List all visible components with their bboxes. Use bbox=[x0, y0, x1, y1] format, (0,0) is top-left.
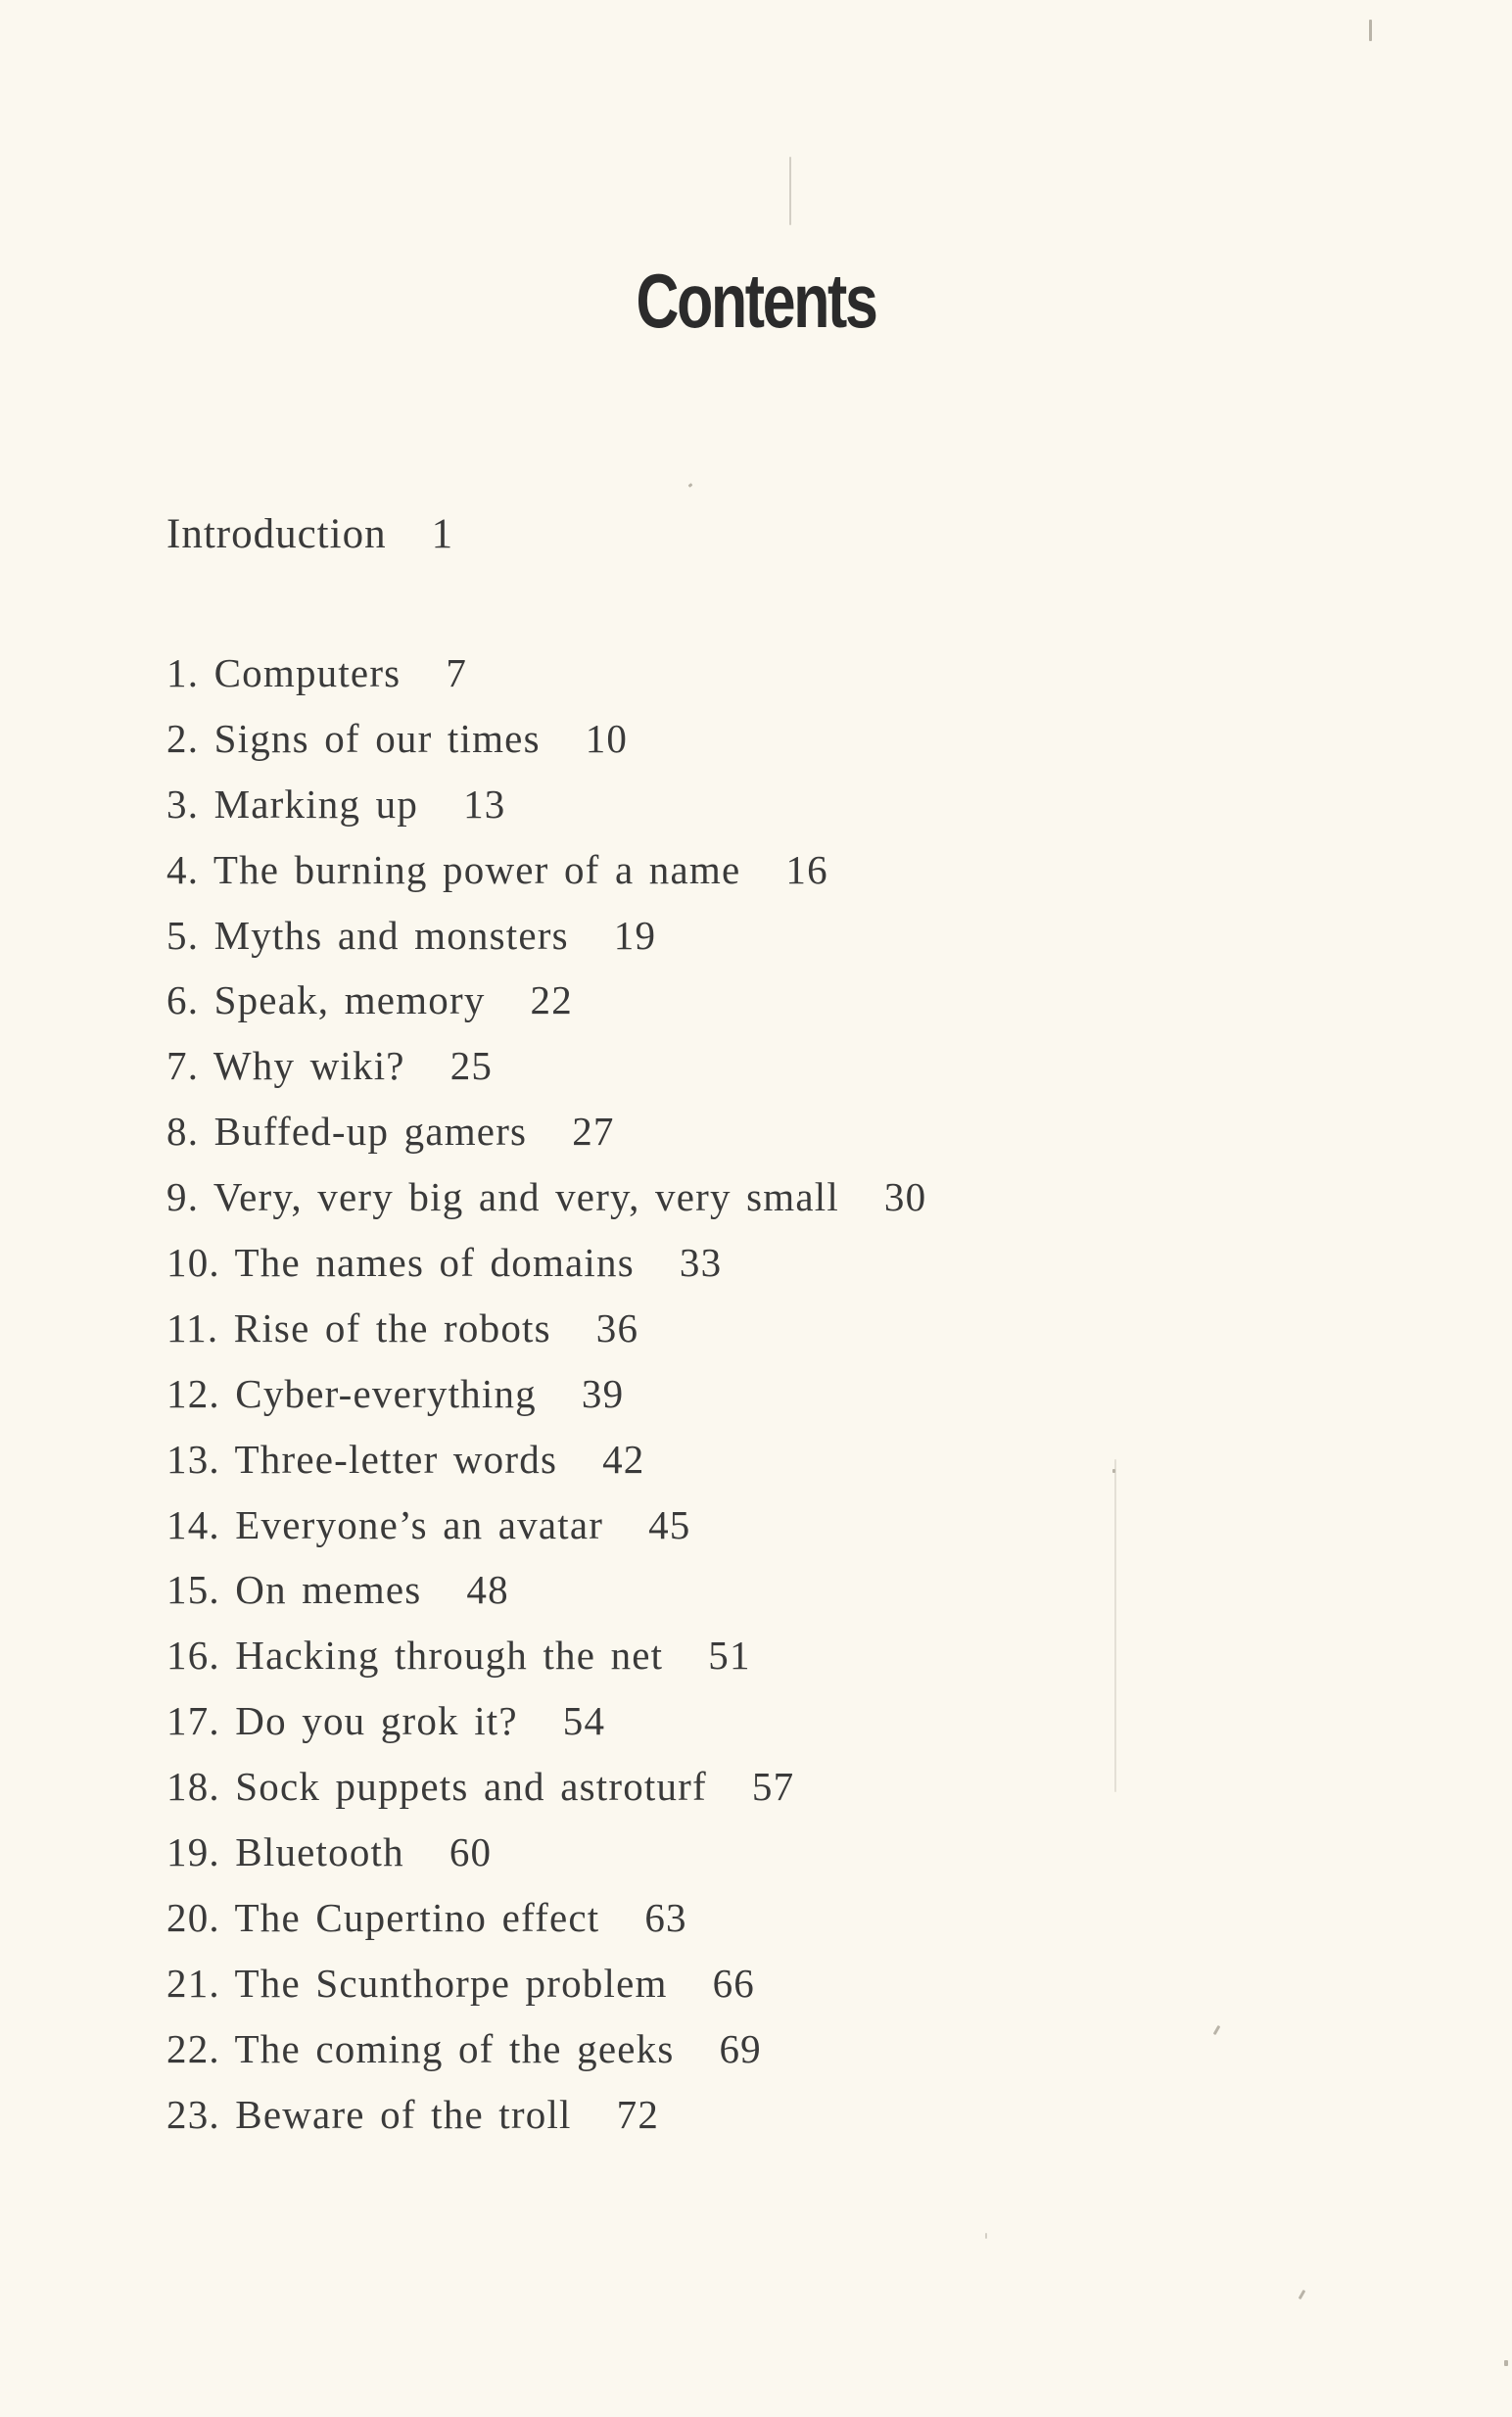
toc-entry-label: 20. The Cupertino effect bbox=[166, 1894, 600, 1940]
toc-entry-label: 5. Myths and monsters bbox=[166, 912, 569, 958]
toc-entry bbox=[166, 2024, 926, 2090]
page-title: Contents bbox=[636, 258, 876, 344]
toc-entry bbox=[166, 1893, 926, 1959]
paper-speck bbox=[1369, 20, 1372, 41]
toc-entry bbox=[166, 1369, 926, 1435]
toc-entry-page-number: 19 bbox=[613, 912, 657, 958]
toc-entry-page-number: 33 bbox=[679, 1240, 723, 1286]
toc-entry-introduction bbox=[166, 513, 453, 555]
toc-entry bbox=[166, 1500, 926, 1566]
toc-entry-page-number: 30 bbox=[883, 1174, 927, 1220]
toc-entry-label: 19. Bluetooth bbox=[166, 1829, 404, 1875]
toc-entry-label: 22. The coming of the geeks bbox=[166, 2025, 675, 2071]
toc-entry-page-number: 7 bbox=[446, 650, 468, 695]
toc-entry bbox=[166, 1435, 926, 1500]
toc-entry-label: 9. Very, very big and very, very small bbox=[166, 1174, 839, 1220]
paper-speck bbox=[1213, 2025, 1221, 2035]
toc-entry bbox=[166, 975, 926, 1041]
toc-entry-label: 17. Do you grok it? bbox=[166, 1698, 518, 1744]
chapter-list bbox=[166, 648, 926, 2155]
toc-entry bbox=[166, 1959, 926, 2024]
toc-entry-page-number: 42 bbox=[602, 1436, 645, 1482]
toc-entry bbox=[166, 845, 926, 911]
paper-speck bbox=[688, 483, 693, 488]
paper-speck bbox=[985, 2233, 987, 2239]
paper-speck bbox=[1504, 2360, 1508, 2366]
toc-entry bbox=[166, 780, 926, 845]
toc-entry-page-number: 60 bbox=[449, 1829, 493, 1875]
toc-entry bbox=[166, 1696, 926, 1762]
toc-entry-page-number: 63 bbox=[644, 1894, 687, 1940]
toc-entry-page-number: 57 bbox=[751, 1764, 795, 1810]
paper-speck bbox=[1112, 1469, 1115, 1473]
toc-entry bbox=[166, 1565, 926, 1631]
toc-entry-label: 6. Speak, memory bbox=[166, 977, 486, 1023]
toc-entry-page-number: 25 bbox=[449, 1043, 494, 1089]
toc-entry bbox=[166, 1303, 926, 1369]
toc-entry bbox=[166, 1172, 926, 1238]
toc-entry-label: 13. Three-letter words bbox=[166, 1436, 558, 1482]
toc-entry-page-number: 36 bbox=[595, 1304, 639, 1351]
toc-entry-label: 15. On memes bbox=[166, 1567, 422, 1613]
toc-entry bbox=[166, 714, 926, 780]
toc-entry-page-number: 72 bbox=[616, 2091, 660, 2137]
toc-entry-page-number: 39 bbox=[581, 1370, 625, 1416]
toc-entry-label: 4. The burning power of a name bbox=[166, 846, 741, 892]
toc-entry-page-number: 13 bbox=[463, 781, 506, 827]
toc-entry-label: 10. The names of domains bbox=[166, 1240, 635, 1286]
toc-entry-page-number: 22 bbox=[530, 977, 573, 1023]
toc-entry bbox=[166, 1762, 926, 1827]
toc-entry-label: 18. Sock puppets and astroturf bbox=[166, 1764, 707, 1810]
toc-entry bbox=[166, 1041, 926, 1107]
toc-entry bbox=[166, 648, 926, 714]
toc-entry bbox=[166, 911, 926, 976]
toc-entry-page-number: 66 bbox=[712, 1960, 755, 2006]
toc-entry-page-number: 54 bbox=[562, 1698, 606, 1744]
toc-entry-label: 12. Cyber-everything bbox=[166, 1370, 537, 1416]
paper-speck bbox=[1114, 1459, 1116, 1792]
paper-speck bbox=[789, 157, 791, 225]
toc-entry-label: 14. Everyone’s an avatar bbox=[166, 1501, 604, 1547]
toc-entry-page-number: 51 bbox=[708, 1633, 751, 1679]
toc-entry-label: 21. The Scunthorpe problem bbox=[166, 1960, 668, 2006]
toc-entry bbox=[166, 1631, 926, 1696]
toc-entry-label: 2. Signs of our times bbox=[166, 715, 541, 761]
toc-entry-page-number: 48 bbox=[466, 1567, 509, 1613]
toc-entry-label: 23. Beware of the troll bbox=[166, 2091, 572, 2137]
toc-entry-page-number: 1 bbox=[431, 511, 454, 557]
toc-entry-page-number: 16 bbox=[785, 846, 828, 892]
toc-entry-label: 3. Marking up bbox=[166, 781, 419, 827]
toc-entry bbox=[166, 2090, 926, 2156]
toc-entry-page-number: 27 bbox=[572, 1109, 615, 1155]
toc-entry-label: 7. Why wiki? bbox=[166, 1043, 405, 1089]
toc-entry bbox=[166, 1107, 926, 1172]
toc-entry-page-number: 10 bbox=[585, 715, 629, 761]
toc-entry bbox=[166, 1238, 926, 1303]
paper-speck bbox=[1299, 2290, 1306, 2299]
toc-entry-label: 8. Buffed-up gamers bbox=[166, 1109, 528, 1155]
toc-entry bbox=[166, 1827, 926, 1893]
toc-entry-label: Introduction bbox=[166, 511, 387, 557]
toc-entry-page-number: 45 bbox=[648, 1501, 691, 1547]
toc-entry-label: 16. Hacking through the net bbox=[166, 1633, 664, 1679]
toc-entry-label: 1. Computers bbox=[166, 650, 402, 695]
toc-entry-page-number: 69 bbox=[719, 2025, 762, 2071]
toc-entry-label: 11. Rise of the robots bbox=[166, 1304, 551, 1351]
